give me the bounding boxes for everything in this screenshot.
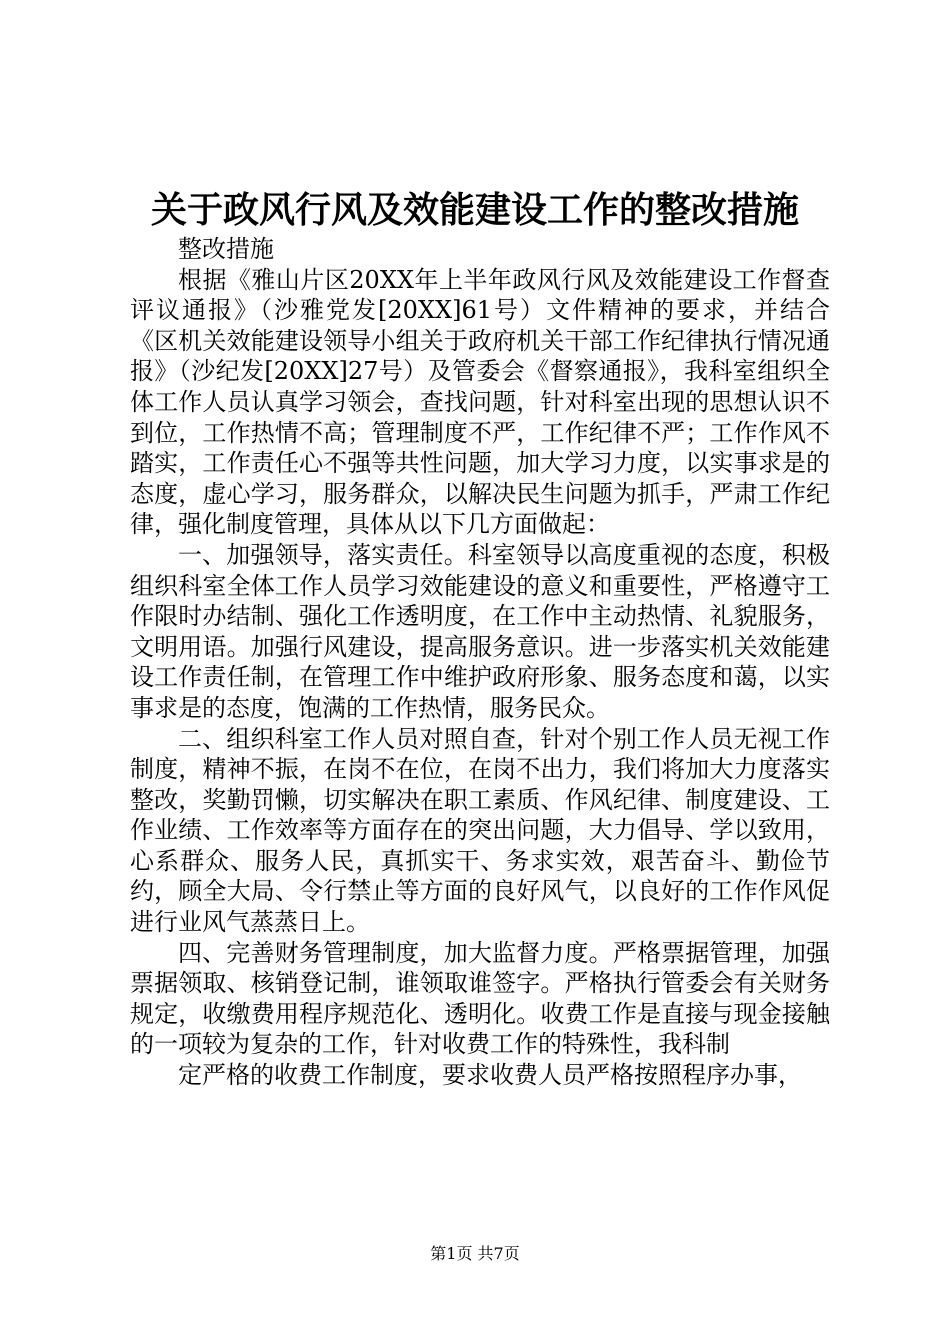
subheading: 整改措施 <box>178 235 274 263</box>
paragraph-section-1: 一、加强领导，落实责任。科室领导以高度重视的态度，积极组织科室全体工作人员学习效能建设的意义和重要性，严格遵守工作限时办结制、强化工作透明度，在工作中主动热情、礼貌服务，文明用语。加强行风建设，提高服务意识。进一步落实机关效能建设工作责任制，在管理工作中维护政府形象、服务态度和蔼，以实事求是的态度，饱满的工作热情，服务民众。 <box>130 540 830 722</box>
paragraph-section-2: 二、组织科室工作人员对照自查，针对个别工作人员无视工作制度，精神不振，在岗不在位，在岗不出力，我们将加大力度落实整改，奖勤罚懒，切实解决在职工素质、作风纪律、制度建设、工作业绩、工作效率等方面存在的突出问题，大力倡导、学以致用，心系群众、服务人民，真抓实干、务求实效，艰苦奋斗、勤俭节约，顾全大局、令行禁止等方面的良好风气，以良好的工作作风促进行业风气蒸蒸日上。 <box>130 724 830 937</box>
paragraph-intro: 根据《雅山片区20XX年上半年政风行风及效能建设工作督查评议通报》（沙雅党发[20XX]61号）文件精神的要求，并结合《区机关效能建设领导小组关于政府机关干部工作纪律执行情况通报》（沙纪发[20XX]27号）及管委会《督察通报》，我科室组织全体工作人员认真学习领会，查找问题，针对科室出现的思想认识不到位，工作热情不高；管理制度不严，工作纪律不严；工作作风不踏实，工作责任心不强等共性问题，加大学习力度，以实事求是的态度，虚心学习，服务群众，以解决民生问题为抓手，严肃工作纪律，强化制度管理，具体从以下几方面做起： <box>130 265 830 539</box>
document-body <box>130 234 830 1091</box>
paragraph-section-4: 四、完善财务管理制度，加大监督力度。严格票据管理，加强票据领取、核销登记制，谁领取谁签字。严格执行管委会有关财务规定，收缴费用程序规范化、透明化。收费工作是直接与现金接触的一项较为复杂的工作，针对收费工作的特殊性，我科制 <box>130 938 830 1059</box>
page-footer: 第1页 共7页 <box>430 1244 520 1263</box>
paragraph-continuation: 定严格的收费工作制度，要求收费人员严格按照程序办事， <box>178 1061 802 1090</box>
document-title: 关于政风行风及效能建设工作的整改措施 <box>150 189 799 231</box>
